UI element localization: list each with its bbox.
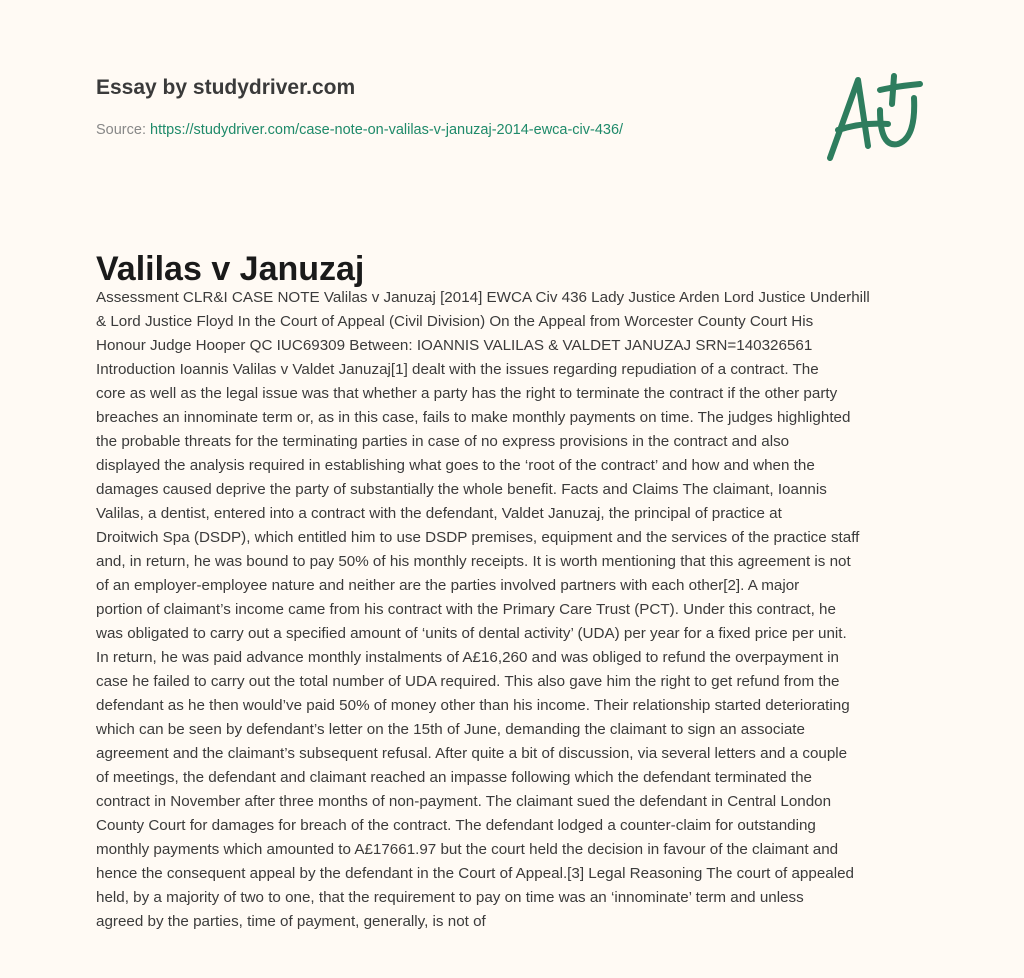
source-link[interactable]: https://studydriver.com/case-note-on-valilas-v-januzaj-2014-ewca-civ-436/ (150, 122, 624, 138)
essay-title: Valilas v Januzaj (96, 250, 365, 288)
essay-line: and, in return, he was bound to pay 50% of his monthly receipts. It is worth mentioning that this agreement is not (96, 553, 851, 570)
essay-line: was obligated to carry out a specified amount of ‘units of dental activity’ (UDA) per year for a fixed price per unit. (96, 625, 847, 642)
essay-line: Valilas, a dentist, entered into a contract with the defendant, Valdet Januzaj, the principal of practice at (96, 505, 782, 522)
essay-line: which can be seen by defendant’s letter on the 15th of June, demanding the claimant to sign an associate (96, 721, 805, 738)
essay-line: defendant as he then would’ve paid 50% of money other than his income. Their relationship started deteriorating (96, 697, 850, 714)
essay-line: breaches an innominate term or, as in this case, fails to make monthly payments on time. The judges highlighted (96, 409, 851, 426)
source-label: Source: (96, 122, 146, 138)
essay-line: displayed the analysis required in establishing what goes to the ‘root of the contract’ and how and when the (96, 457, 815, 474)
essay-line: County Court for damages for breach of the contract. The defendant lodged a counter-claim for outstanding (96, 817, 816, 834)
site-title: Essay by studydriver.com (96, 76, 356, 99)
essay-line: agreement and the claimant’s subsequent refusal. After quite a bit of discussion, via several letters and a couple (96, 745, 848, 762)
essay-line: of meetings, the defendant and claimant reached an impasse following which the defendant terminated the (96, 769, 812, 786)
essay-line: contract in November after three months of non-payment. The claimant sued the defendant in Central London (96, 793, 832, 810)
essay-line: Droitwich Spa (DSDP), which entitled him to use DSDP premises, equipment and the services of the practice staff (96, 529, 860, 546)
essay-line: the probable threats for the terminating parties in case of no express provisions in the contract and also (96, 433, 790, 450)
essay-line: Introduction Ioannis Valilas v Valdet Januzaj[1] dealt with the issues regarding repudiation of a contract. The (96, 361, 819, 378)
essay-line: & Lord Justice Floyd In the Court of Appeal (Civil Division) On the Appeal from Worcester County Court His (96, 313, 814, 330)
essay-line: case he failed to carry out the total number of UDA required. This also gave him the right to get refund from the (96, 673, 840, 690)
essay-line: core as well as the legal issue was that whether a party has the right to terminate the contract if the other party (96, 385, 838, 402)
essay-line: held, by a majority of two to one, that the requirement to pay on time was an ‘innominate’ term and unless (96, 889, 804, 906)
essay-line: Assessment CLR&I CASE NOTE Valilas v Januzaj [2014] EWCA Civ 436 Lady Justice Arden Lord Justice Underhill (96, 289, 870, 306)
essay-line: of an employer-employee nature and neither are the parties involved partners with each other[2]. A major (96, 577, 800, 594)
a-plus-logo-icon (818, 68, 928, 168)
source-line (96, 122, 623, 138)
essay-body (96, 286, 956, 934)
essay-line: portion of claimant’s income came from his contract with the Primary Care Trust (PCT). Under this contract, he (96, 601, 836, 618)
essay-line: agreed by the parties, time of payment, generally, is not of (96, 913, 486, 930)
essay-line: damages caused deprive the party of substantially the whole benefit. Facts and Claims The claimant, Ioannis (96, 481, 827, 498)
essay-line: hence the consequent appeal by the defendant in the Court of Appeal.[3] Legal Reasoning The court of appealed (96, 865, 854, 882)
essay-line: In return, he was paid advance monthly instalments of A£16,260 and was obliged to refund the overpayment in (96, 649, 839, 666)
essay-line: Honour Judge Hooper QC IUC69309 Between: IOANNIS VALILAS & VALDET JANUZAJ SRN=140326561 (96, 337, 813, 354)
essay-line: monthly payments which amounted to A£17661.97 but the court held the decision in favour of the claimant and (96, 841, 839, 858)
